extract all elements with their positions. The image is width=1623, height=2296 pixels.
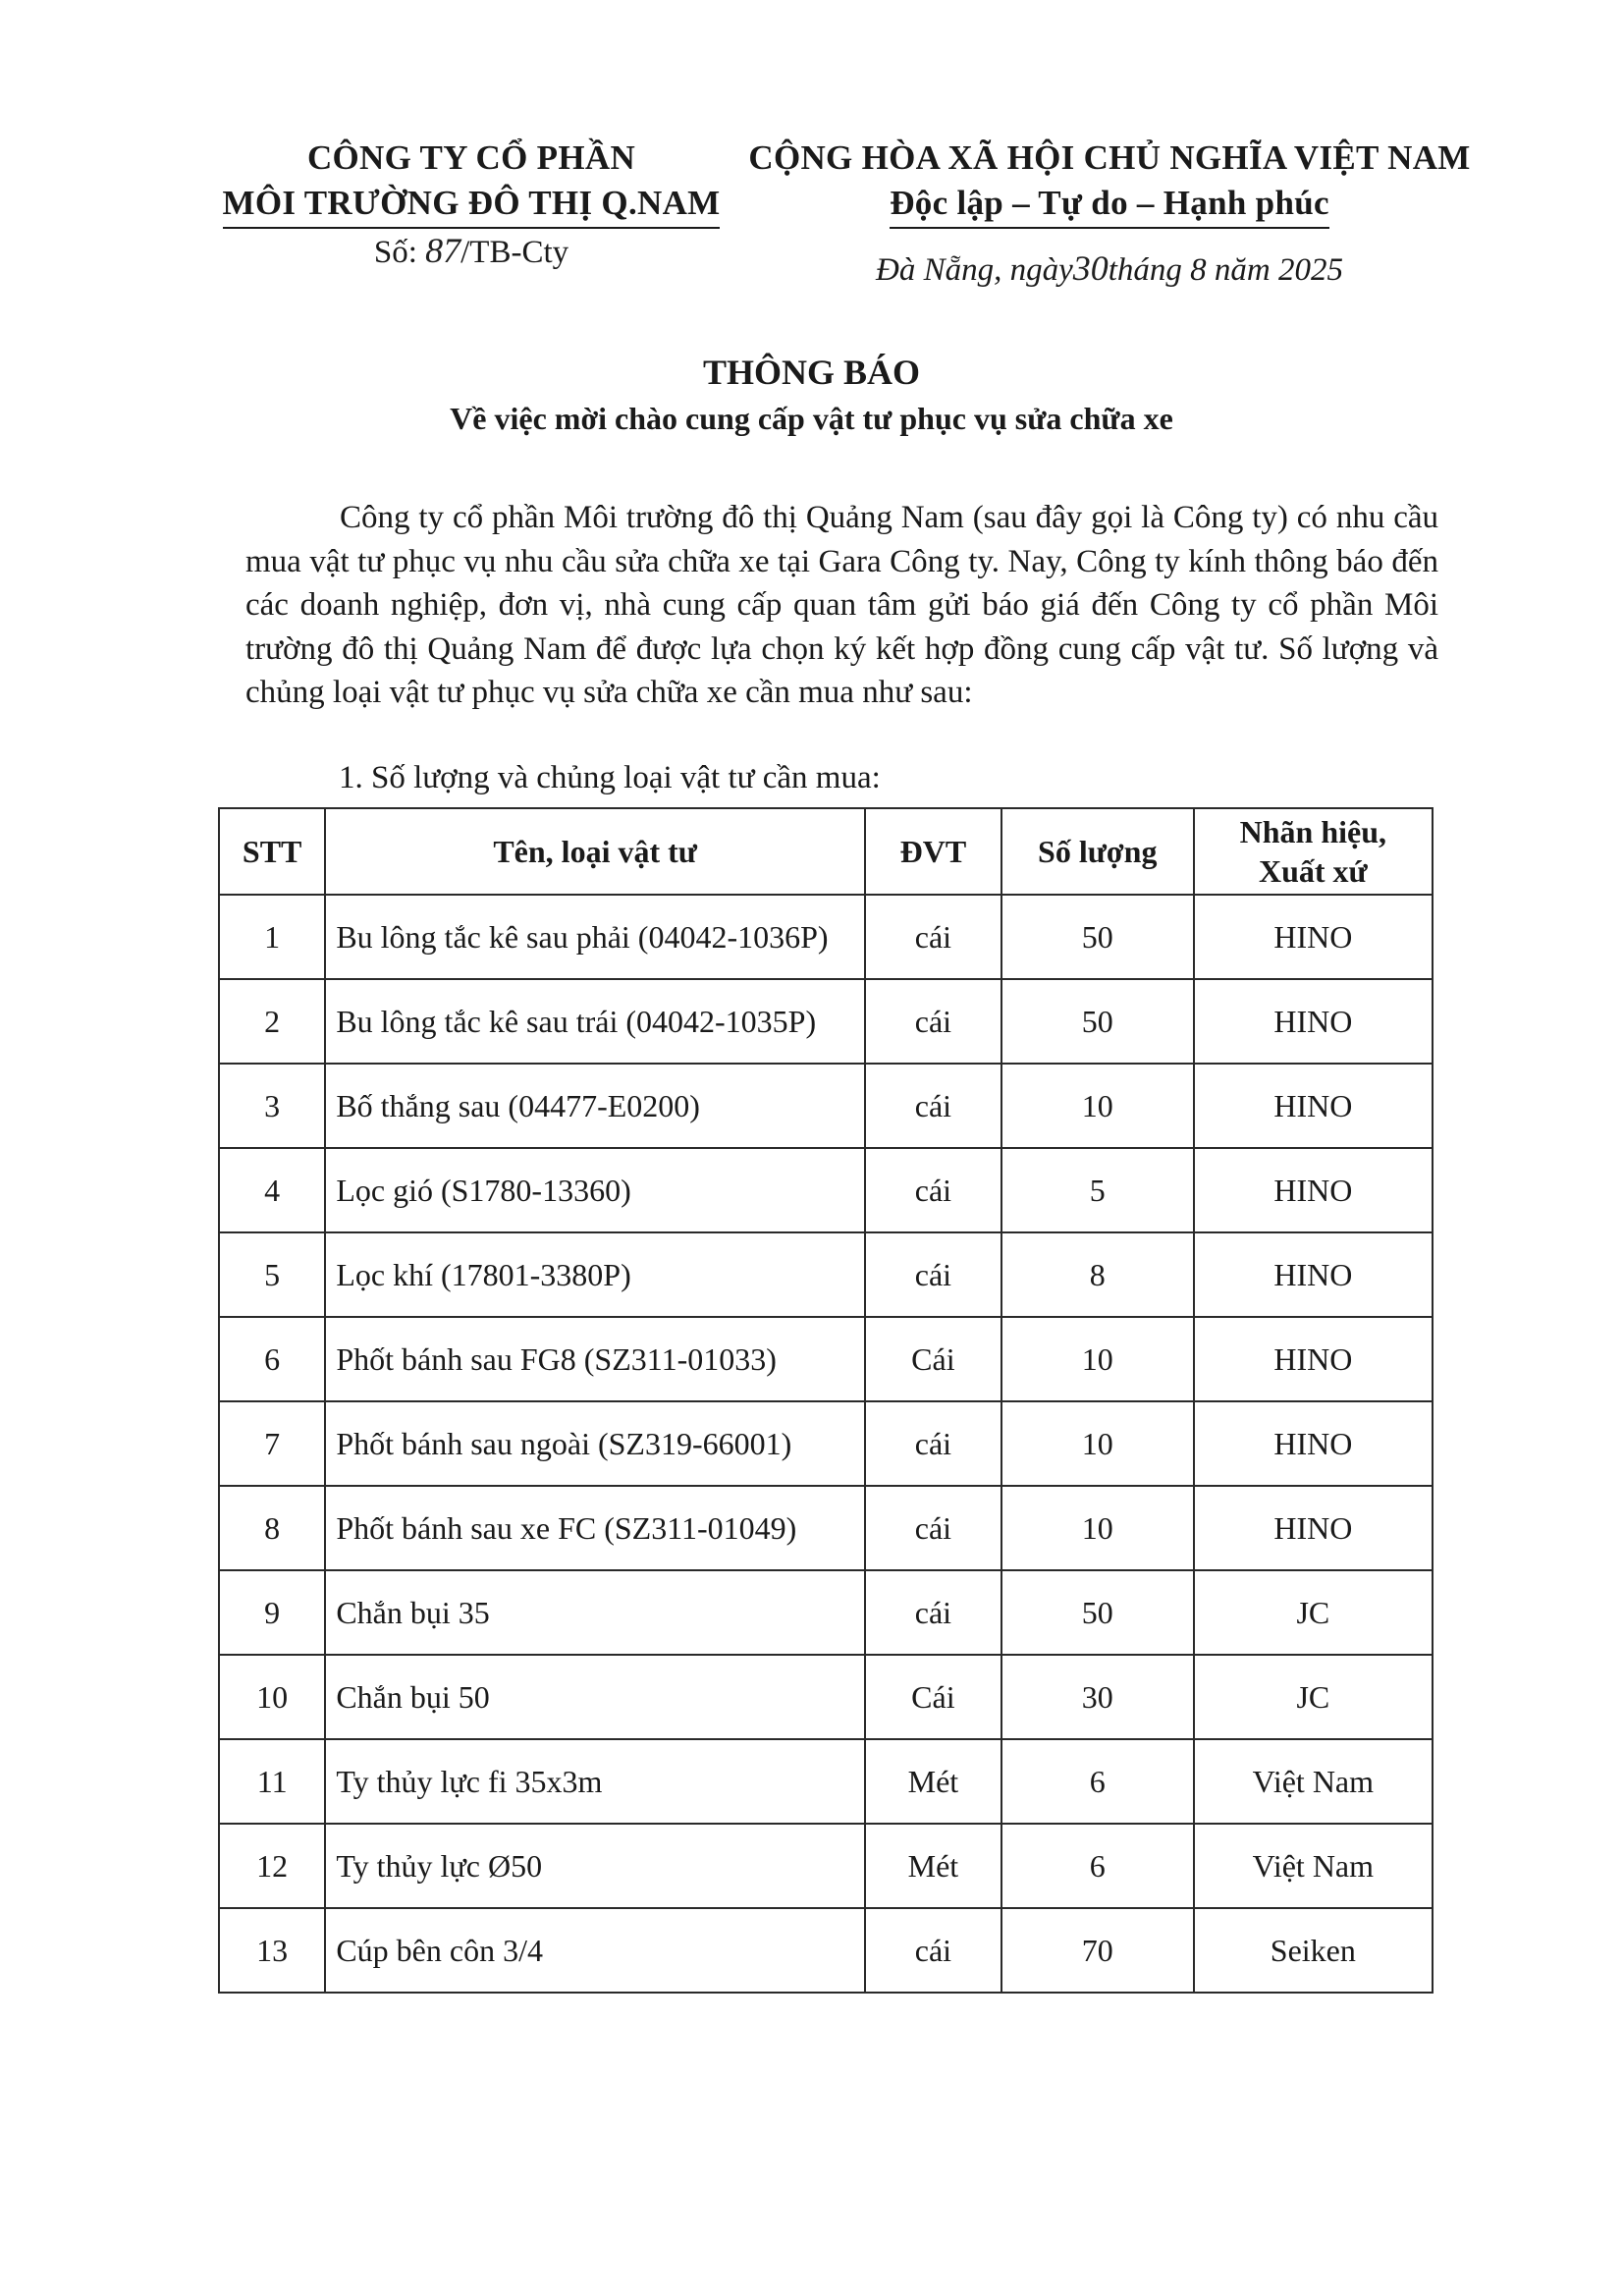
cell-qty: 10 <box>1001 1064 1194 1148</box>
cell-unit: Cái <box>865 1655 1001 1739</box>
date-day-handwritten: 30 <box>1072 248 1109 288</box>
cell-qty: 30 <box>1001 1655 1194 1739</box>
cell-brand: HINO <box>1194 1232 1433 1317</box>
header-brand <box>1194 808 1433 895</box>
cell-name: Bu lông tắc kê sau phải (04042-1036P) <box>325 895 865 979</box>
cell-stt: 3 <box>219 1064 325 1148</box>
cell-qty: 8 <box>1001 1232 1194 1317</box>
table-row <box>219 1908 1433 1993</box>
cell-name: Phốt bánh sau ngoài (SZ319-66001) <box>325 1401 865 1486</box>
cell-stt: 1 <box>219 895 325 979</box>
cell-name: Ty thủy lực fi 35x3m <box>325 1739 865 1824</box>
company-name-text: MÔI TRƯỜNG ĐÔ THỊ Q.NAM <box>223 181 721 229</box>
cell-stt: 5 <box>219 1232 325 1317</box>
table-row <box>219 1824 1433 1908</box>
table-row <box>219 1317 1433 1401</box>
company-name-line2 <box>196 181 746 229</box>
cell-unit: cái <box>865 1064 1001 1148</box>
cell-brand: HINO <box>1194 1148 1433 1232</box>
cell-stt: 11 <box>219 1739 325 1824</box>
header-unit: ĐVT <box>865 808 1001 895</box>
cell-qty: 10 <box>1001 1401 1194 1486</box>
cell-name: Bố thắng sau (04477-E0200) <box>325 1064 865 1148</box>
document-subtitle-text: Về việc mời chào cung cấp vật tư phục vụ sửa chữa xe <box>450 401 1173 436</box>
doc-number-suffix: /TB-Cty <box>460 235 569 270</box>
document-subtitle <box>0 396 1623 441</box>
company-name-line1: CÔNG TY CỔ PHẦN <box>306 138 636 177</box>
cell-name: Phốt bánh sau FG8 (SZ311-01033) <box>325 1317 865 1401</box>
header-brand-line2: Xuất xứ <box>1258 853 1368 889</box>
cell-unit: cái <box>865 895 1001 979</box>
cell-unit: cái <box>865 1908 1001 1993</box>
table-row <box>219 1148 1433 1232</box>
cell-stt: 7 <box>219 1401 325 1486</box>
cell-name: Cúp bên côn 3/4 <box>325 1908 865 1993</box>
table-row <box>219 1739 1433 1824</box>
cell-qty: 50 <box>1001 979 1194 1064</box>
document-number <box>196 229 746 274</box>
document-title: THÔNG BÁO <box>702 353 921 392</box>
cell-qty: 70 <box>1001 1908 1194 1993</box>
cell-stt: 12 <box>219 1824 325 1908</box>
cell-qty: 50 <box>1001 895 1194 979</box>
table-row <box>219 1655 1433 1739</box>
cell-qty: 10 <box>1001 1317 1194 1401</box>
document-date <box>736 246 1483 292</box>
cell-stt: 4 <box>219 1148 325 1232</box>
doc-number-prefix: Số: <box>373 235 426 270</box>
cell-unit: cái <box>865 1401 1001 1486</box>
cell-qty: 6 <box>1001 1739 1194 1824</box>
cell-brand: HINO <box>1194 979 1433 1064</box>
cell-name: Chắn bụi 35 <box>325 1570 865 1655</box>
cell-unit: Cái <box>865 1317 1001 1401</box>
cell-brand: JC <box>1194 1570 1433 1655</box>
cell-unit: cái <box>865 1232 1001 1317</box>
cell-brand: JC <box>1194 1655 1433 1739</box>
header-brand-line1: Nhãn hiệu, <box>1239 814 1387 849</box>
cell-name: Lọc khí (17801-3380P) <box>325 1232 865 1317</box>
cell-stt: 9 <box>219 1570 325 1655</box>
cell-unit: cái <box>865 1486 1001 1570</box>
cell-unit: cái <box>865 979 1001 1064</box>
intro-paragraph: Công ty cổ phần Môi trường đô thị Quảng Nam (sau đây gọi là Công ty) có nhu cầu mua vật tư phục vụ nhu cầu sửa chữa xe tại Gara Công ty. Nay, Công ty kính thông báo đến các doanh nghiệp, đơn vị, nhà cung cấp quan tâm gửi báo giá đến Công ty cổ phần Môi trường đô thị Quảng Nam để được lựa chọn ký kết hợp đồng cung cấp vật tư. Số lượng và chủng loại vật tư phục vụ sửa chữa xe cần mua như sau: <box>245 500 1438 710</box>
cell-brand: Việt Nam <box>1194 1824 1433 1908</box>
cell-qty: 5 <box>1001 1148 1194 1232</box>
table-row <box>219 1570 1433 1655</box>
table-header-row <box>219 808 1433 895</box>
cell-unit: cái <box>865 1148 1001 1232</box>
company-header <box>196 136 746 274</box>
table-row <box>219 1064 1433 1148</box>
cell-name: Lọc gió (S1780-13360) <box>325 1148 865 1232</box>
table-body <box>219 895 1433 1993</box>
doc-number-handwritten: 87 <box>425 231 461 270</box>
cell-brand: HINO <box>1194 895 1433 979</box>
cell-unit: cái <box>865 1570 1001 1655</box>
table-row <box>219 1232 1433 1317</box>
cell-unit: Mét <box>865 1824 1001 1908</box>
table-row <box>219 979 1433 1064</box>
national-motto-line <box>736 181 1483 229</box>
header-qty: Số lượng <box>1001 808 1194 895</box>
title-block <box>0 349 1623 441</box>
cell-name: Phốt bánh sau xe FC (SZ311-01049) <box>325 1486 865 1570</box>
table-row <box>219 895 1433 979</box>
national-header <box>736 136 1483 292</box>
cell-stt: 6 <box>219 1317 325 1401</box>
cell-name: Ty thủy lực Ø50 <box>325 1824 865 1908</box>
cell-brand: HINO <box>1194 1401 1433 1486</box>
national-title: CỘNG HÒA XÃ HỘI CHỦ NGHĨA VIỆT NAM <box>748 138 1471 177</box>
cell-name: Chắn bụi 50 <box>325 1655 865 1739</box>
header-name: Tên, loại vật tư <box>325 808 865 895</box>
cell-brand: HINO <box>1194 1064 1433 1148</box>
section-heading: 1. Số lượng và chủng loại vật tư cần mua: <box>339 760 881 795</box>
cell-qty: 10 <box>1001 1486 1194 1570</box>
cell-stt: 8 <box>219 1486 325 1570</box>
cell-qty: 50 <box>1001 1570 1194 1655</box>
cell-brand: HINO <box>1194 1317 1433 1401</box>
materials-table <box>218 807 1434 1994</box>
cell-brand: Seiken <box>1194 1908 1433 1993</box>
header-stt: STT <box>219 808 325 895</box>
date-prefix: Đà Nẵng, ngày <box>876 252 1073 288</box>
cell-stt: 10 <box>219 1655 325 1739</box>
cell-stt: 13 <box>219 1908 325 1993</box>
cell-brand: HINO <box>1194 1486 1433 1570</box>
cell-qty: 6 <box>1001 1824 1194 1908</box>
cell-name: Bu lông tắc kê sau trái (04042-1035P) <box>325 979 865 1064</box>
table-row <box>219 1486 1433 1570</box>
cell-stt: 2 <box>219 979 325 1064</box>
national-motto: Độc lập – Tự do – Hạnh phúc <box>890 181 1329 229</box>
table-row <box>219 1401 1433 1486</box>
cell-unit: Mét <box>865 1739 1001 1824</box>
date-suffix: tháng 8 năm 2025 <box>1108 252 1343 288</box>
cell-brand: Việt Nam <box>1194 1739 1433 1824</box>
